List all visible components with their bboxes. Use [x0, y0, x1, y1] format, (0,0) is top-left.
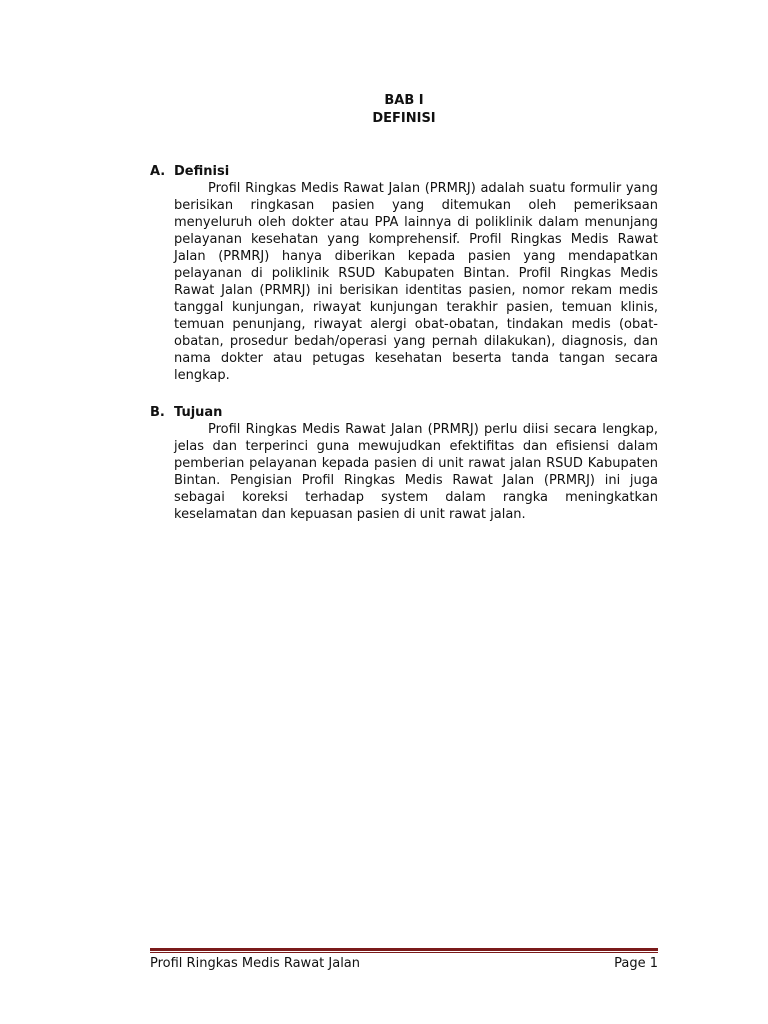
section-a-heading	[150, 163, 229, 180]
section-b-letter: B.	[150, 405, 165, 420]
section-a-paragraph: Profil Ringkas Medis Rawat Jalan (PRMRJ) adalah suatu formulir yang berisikan ringkasan pasien yang ditemukan oleh pemeriksaan menyeluruh oleh dokter atau PPA lainnya di poliklinik dalam menunjang pelayanan kesehatan yang komprehensif. Profil Ringkas Medis Rawat Jalan (PRMRJ) hanya diberikan kepada pasien yang mendapatkan pelayanan di poliklinik RSUD Kabupaten Bintan. Profil Ringkas Medis Rawat Jalan (PRMRJ) ini berisikan identitas pasien, nomor rekam medis tanggal kunjungan, riwayat kunjungan terakhir pasien, temuan klinis, temuan penunjang, riwayat alergi obat-obatan, tindakan medis (obat-obatan, prosedur bedah/operasi yang pernah dilakukan), diagnosis, dan nama dokter atau petugas kesehatan beserta tanda tangan secara lengkap.	[174, 181, 658, 383]
footer-document-title: Profil Ringkas Medis Rawat Jalan	[150, 956, 361, 971]
footer-rule-thick	[150, 948, 658, 951]
chapter-number: BAB I	[384, 93, 424, 108]
section-b-heading	[150, 404, 222, 421]
section-a-title: Definisi	[174, 164, 230, 179]
section-b-title: Tujuan	[174, 405, 223, 420]
footer-rule-thin	[150, 952, 658, 953]
section-a-letter: A.	[150, 164, 166, 179]
chapter-title: DEFINISI	[372, 111, 436, 126]
section-b-paragraph: Profil Ringkas Medis Rawat Jalan (PRMRJ) perlu diisi secara lengkap, jelas dan terperinci guna mewujudkan efektifitas dan efisiensi dalam pemberian pelayanan kepada pasien di unit rawat jalan RSUD Kabupaten Bintan. Pengisian Profil Ringkas Medis Rawat Jalan (PRMRJ) ini juga sebagai koreksi terhadap system dalam rangka meningkatkan keselamatan dan kepuasan pasien di unit rawat jalan.	[174, 422, 658, 522]
footer-page-number: Page 1	[614, 956, 658, 971]
